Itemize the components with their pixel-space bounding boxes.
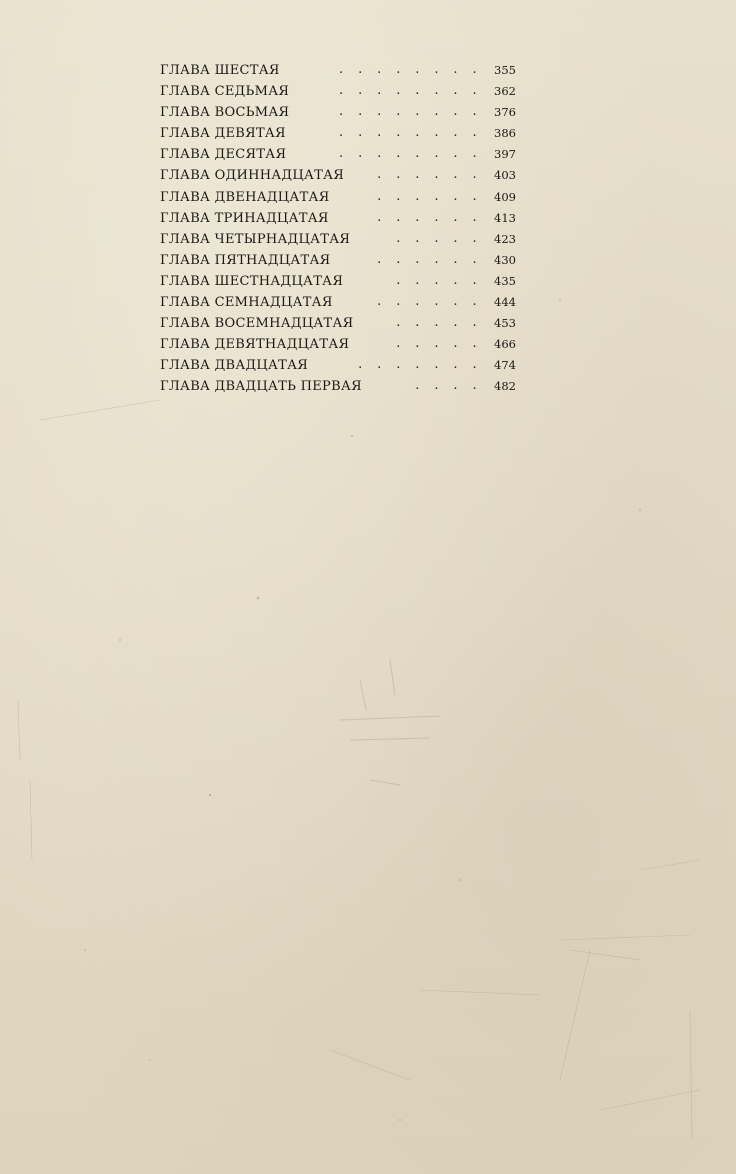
toc-entry: [160, 144, 516, 165]
chapter-title: ГЛАВА ОДИННАДЦАТАЯ: [160, 168, 345, 184]
chapter-title: ГЛАВА СЕМНАДЦАТАЯ: [160, 295, 333, 311]
dot-leader: . . . . .: [396, 230, 482, 246]
dot-leader: . . . . . .: [377, 294, 482, 310]
page-number: 376: [494, 105, 516, 120]
page-number: 362: [494, 84, 516, 99]
dot-leader: . . . . . . . .: [339, 125, 482, 141]
dot-leader: . . . . .: [396, 315, 482, 331]
dot-leader: . . . . . .: [377, 188, 482, 204]
dot-leader: . . . . . . . .: [339, 146, 482, 162]
chapter-title: ГЛАВА ТРИНАДЦАТАЯ: [160, 210, 329, 226]
toc-entry: [160, 376, 516, 397]
dot-leader: . . . . . . . .: [339, 104, 482, 120]
page-number: 397: [494, 147, 516, 162]
page-number: 355: [494, 63, 516, 77]
toc-entry: [160, 313, 516, 334]
dot-leader: . . . . . .: [377, 167, 482, 183]
chapter-title: ГЛАВА ВОСЬМАЯ: [160, 105, 290, 121]
toc-entry: [160, 208, 516, 229]
page-number: 466: [494, 337, 516, 352]
toc-entry: [160, 334, 516, 355]
dot-leader: . . . .: [415, 378, 482, 394]
dot-leader: . . . . . . . .: [339, 62, 482, 77]
chapter-title: ГЛАВА ЧЕТЫРНАДЦАТАЯ: [160, 231, 351, 247]
chapter-title: ГЛАВА ДВЕНАДЦАТАЯ: [160, 189, 330, 205]
dot-leader: . . . . . .: [377, 251, 482, 267]
chapter-title: ГЛАВА ШЕСТНАДЦАТАЯ: [160, 273, 344, 289]
page-number: 403: [494, 168, 516, 183]
toc-entry: [160, 60, 516, 81]
page-number: 423: [494, 231, 516, 246]
toc-entry: [160, 271, 516, 292]
toc-entry: [160, 292, 516, 313]
page-number: 409: [494, 189, 516, 204]
toc-entry: [160, 165, 516, 186]
chapter-title: ГЛАВА ПЯТНАДЦАТАЯ: [160, 252, 331, 268]
page-number: 435: [494, 273, 516, 288]
chapter-title: ГЛАВА ДЕВЯТНАДЦАТАЯ: [160, 337, 350, 353]
dot-leader: . . . . . .: [377, 209, 482, 225]
table-of-contents: [160, 60, 516, 398]
page-number: 453: [494, 316, 516, 331]
chapter-title: ГЛАВА ДВАДЦАТАЯ: [160, 358, 309, 374]
faded-stamp-mark: [300, 640, 480, 820]
page-number: 482: [494, 379, 516, 394]
toc-entry: [160, 229, 516, 250]
page-number: 474: [494, 358, 516, 373]
dot-leader: . . . . .: [396, 272, 482, 288]
dot-leader: . . . . . . . .: [339, 83, 482, 99]
chapter-title: ГЛАВА ВОСЕМНАДЦАТАЯ: [160, 316, 354, 332]
toc-entry: [160, 250, 516, 271]
page-number: 413: [494, 210, 516, 225]
page-number: 444: [494, 295, 516, 310]
dot-leader: . . . . .: [396, 336, 482, 352]
chapter-title: ГЛАВА ШЕСТАЯ: [160, 63, 280, 78]
toc-entry: [160, 187, 516, 208]
page-number: 430: [494, 252, 516, 267]
page-number: 386: [494, 126, 516, 141]
chapter-title: ГЛАВА СЕДЬМАЯ: [160, 84, 290, 100]
chapter-title: ГЛАВА ДВАДЦАТЬ ПЕРВАЯ: [160, 379, 362, 395]
toc-entry: [160, 355, 516, 376]
toc-entry: [160, 102, 516, 123]
chapter-title: ГЛАВА ДЕСЯТАЯ: [160, 147, 287, 163]
chapter-title: ГЛАВА ДЕВЯТАЯ: [160, 126, 286, 142]
toc-entry: [160, 123, 516, 144]
dot-leader: . . . . . . .: [358, 357, 482, 373]
toc-entry: [160, 81, 516, 102]
